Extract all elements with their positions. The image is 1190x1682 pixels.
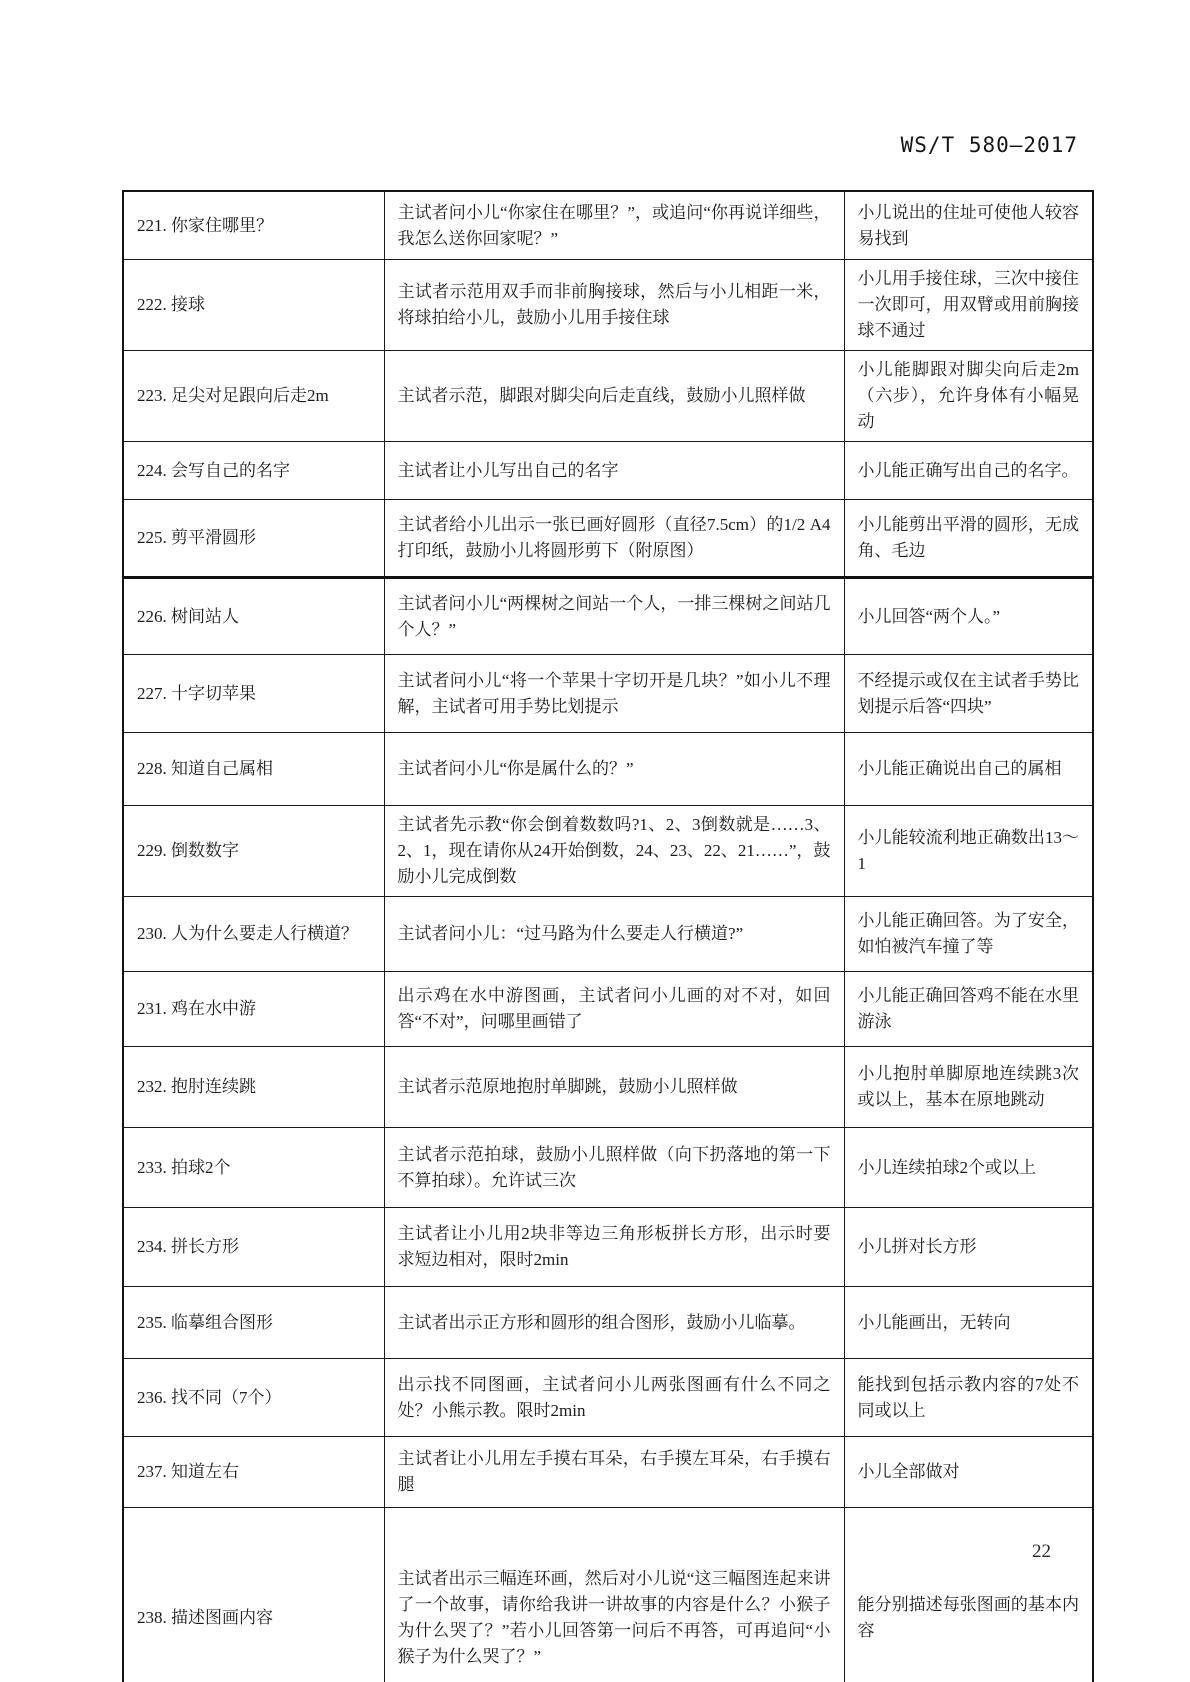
item-label-cell — [123, 351, 384, 442]
criteria-cell — [844, 260, 1093, 351]
method-cell — [384, 1508, 844, 1682]
item-label: 236. 找不同（7个） — [137, 1387, 282, 1407]
standard-number: WS/T 580—2017 — [900, 133, 1078, 157]
item-label: 225. 剪平滑圆形 — [137, 528, 256, 547]
table-row — [123, 578, 1093, 655]
item-label: 227. 十字切苹果 — [137, 683, 256, 703]
criteria-text: 小儿能剪出平滑的圆形，无成角、毛边 — [857, 515, 1079, 560]
method-cell — [384, 351, 844, 442]
criteria-cell — [844, 578, 1093, 655]
criteria-text: 小儿用手接住球，三次中接住一次即可，用双臂或用前胸接球不通过 — [857, 269, 1079, 340]
criteria-text: 能找到包括示教内容的7处不同或以上 — [857, 1374, 1079, 1420]
item-label-cell — [123, 260, 384, 351]
method-text: 主试者问小儿“你是属什么的？” — [397, 759, 634, 778]
item-label: 233. 拍球2个 — [137, 1157, 231, 1177]
criteria-cell — [844, 1208, 1093, 1287]
table-row — [123, 191, 1093, 260]
item-label-cell — [123, 578, 384, 655]
criteria-cell — [844, 500, 1093, 578]
criteria-text: 小儿能画出，无转向 — [857, 1312, 1011, 1332]
item-label-cell — [123, 1047, 384, 1128]
method-cell — [384, 260, 844, 351]
method-text: 主试者示范拍球，鼓励小儿照样做（向下扔落地的第一下不算拍球）。允许试三次 — [397, 1144, 831, 1190]
item-label: 226. 树间站人 — [137, 606, 239, 626]
method-cell — [384, 806, 844, 897]
method-cell — [384, 1128, 844, 1208]
criteria-text: 小儿全部做对 — [857, 1462, 960, 1481]
item-label-cell — [123, 655, 384, 733]
method-text: 主试者出示三幅连环画，然后对小儿说“这三幅图连起来讲了一个故事，请你给我讲一讲故事的内容是什么？小猴子为什么哭了？”若小儿回答第一问后不再答，可再追问“小猴子为什么哭了？” — [397, 1568, 831, 1666]
method-cell — [384, 442, 844, 500]
criteria-text: 不经提示或仅在主试者手势比划提示后答“四块” — [857, 670, 1079, 716]
method-text: 主试者出示正方形和圆形的组合图形，鼓励小儿临摹。 — [397, 1312, 806, 1332]
table-row — [123, 442, 1093, 500]
item-label: 238. 描述图画内容 — [137, 1607, 273, 1627]
criteria-cell — [844, 733, 1093, 806]
table-row — [123, 1437, 1093, 1508]
method-cell — [384, 191, 844, 260]
method-text: 主试者问小儿：“过马路为什么要走人行横道?” — [397, 924, 744, 943]
table-row — [123, 733, 1093, 806]
method-text: 主试者先示教“你会倒着数数吗?1、2、3倒数就是……3、2、1，现在请你从24开始倒数，24、23、22、21……”，鼓励小儿完成倒数 — [397, 815, 831, 886]
method-cell — [384, 733, 844, 806]
method-text: 主试者示范用双手而非前胸接球，然后与小儿相距一米，将球拍给小儿，鼓励小儿用手接住球 — [397, 282, 831, 327]
criteria-cell — [844, 1437, 1093, 1508]
item-label: 232. 抱肘连续跳 — [137, 1077, 256, 1096]
criteria-text: 小儿抱肘单脚原地连续跳3次或以上，基本在原地跳动 — [857, 1064, 1079, 1109]
method-text: 主试者给小儿出示一张已画好圆形（直径7.5cm）的1/2 A4打印纸，鼓励小儿将圆形剪下（附原图） — [397, 515, 831, 560]
table-row — [123, 972, 1093, 1047]
criteria-text: 小儿连续拍球2个或以上 — [857, 1157, 1036, 1177]
table-row — [123, 1047, 1093, 1128]
table-row — [123, 500, 1093, 578]
criteria-cell — [844, 1128, 1093, 1208]
item-label-cell — [123, 1508, 384, 1682]
criteria-cell — [844, 1359, 1093, 1437]
table-row — [123, 1287, 1093, 1359]
item-label-cell — [123, 1128, 384, 1208]
method-text: 主试者问小儿“两棵树之间站一个人，一排三棵树之间站几个人？” — [397, 593, 831, 639]
method-text: 主试者示范原地抱肘单脚跳，鼓励小儿照样做 — [397, 1077, 738, 1096]
criteria-text: 小儿能正确说出自己的属相 — [857, 759, 1062, 778]
table-row — [123, 1359, 1093, 1437]
criteria-text: 小儿能较流利地正确数出13～1 — [857, 828, 1079, 873]
item-label: 224. 会写自己的名字 — [137, 460, 290, 480]
page-number: 22 — [1032, 1541, 1051, 1562]
criteria-text: 小儿说出的住址可使他人较容易找到 — [857, 202, 1079, 248]
item-label-cell — [123, 1208, 384, 1287]
assessment-table — [122, 190, 1094, 1682]
item-label-cell — [123, 1287, 384, 1359]
item-label-cell — [123, 1437, 384, 1508]
method-text: 出示鸡在水中游图画，主试者问小儿画的对不对，如回答“不对”，问哪里画错了 — [397, 986, 831, 1031]
item-label-cell — [123, 806, 384, 897]
method-cell — [384, 897, 844, 972]
table-row — [123, 260, 1093, 351]
criteria-text: 小儿回答“两个人。” — [857, 606, 1001, 626]
item-label-cell — [123, 1359, 384, 1437]
method-cell — [384, 972, 844, 1047]
item-label: 237. 知道左右 — [137, 1462, 239, 1481]
criteria-cell — [844, 806, 1093, 897]
criteria-cell — [844, 191, 1093, 260]
table-row — [123, 351, 1093, 442]
criteria-text: 能分别描述每张图画的基本内容 — [857, 1594, 1079, 1640]
table-row — [123, 897, 1093, 972]
item-label-cell — [123, 442, 384, 500]
item-label-cell — [123, 897, 384, 972]
criteria-cell — [844, 897, 1093, 972]
item-label-cell — [123, 191, 384, 260]
method-cell — [384, 500, 844, 578]
item-label-cell — [123, 972, 384, 1047]
item-label: 228. 知道自己属相 — [137, 759, 273, 778]
table-row — [123, 1128, 1093, 1208]
method-text: 主试者让小儿写出自己的名字 — [397, 460, 619, 480]
assessment-table-body — [123, 191, 1093, 1682]
method-text: 主试者让小儿用2块非等边三角形板拼长方形，出示时要求短边相对，限时2min — [397, 1224, 831, 1269]
criteria-text: 小儿能正确回答。为了安全，如怕被汽车撞了等 — [857, 911, 1079, 956]
criteria-cell — [844, 1047, 1093, 1128]
method-cell — [384, 1437, 844, 1508]
item-label: 234. 拼长方形 — [137, 1237, 239, 1256]
criteria-cell — [844, 442, 1093, 500]
method-cell — [384, 655, 844, 733]
method-text: 主试者问小儿“将一个苹果十字切开是几块？”如小儿不理解，主试者可用手势比划提示 — [397, 670, 831, 716]
item-label: 221. 你家住哪里？ — [137, 215, 273, 235]
criteria-text: 小儿能脚跟对脚尖向后走2m（六步），允许身体有小幅晃动 — [857, 360, 1079, 431]
method-cell — [384, 578, 844, 655]
criteria-text: 小儿拼对长方形 — [857, 1237, 977, 1256]
method-text: 出示找不同图画，主试者问小儿两张图画有什么不同之处？小熊示教。限时2min — [397, 1374, 831, 1420]
table-row — [123, 655, 1093, 733]
criteria-text: 小儿能正确回答鸡不能在水里游泳 — [857, 986, 1079, 1031]
method-cell — [384, 1359, 844, 1437]
item-label: 222. 接球 — [137, 295, 205, 314]
criteria-cell — [844, 351, 1093, 442]
criteria-text: 小儿能正确写出自己的名字。 — [857, 460, 1079, 480]
criteria-cell — [844, 1508, 1093, 1682]
table-row — [123, 1208, 1093, 1287]
item-label-cell — [123, 733, 384, 806]
criteria-cell — [844, 655, 1093, 733]
method-text: 主试者问小儿“你家住在哪里？”，或追问“你再说详细些，我怎么送你回家呢？” — [397, 202, 831, 248]
item-label: 230. 人为什么要走人行横道？ — [137, 924, 358, 943]
item-label-cell — [123, 500, 384, 578]
method-cell — [384, 1047, 844, 1128]
table-row — [123, 1508, 1093, 1682]
item-label: 229. 倒数数字 — [137, 841, 239, 860]
criteria-cell — [844, 1287, 1093, 1359]
item-label: 223. 足尖对足跟向后走2m — [137, 386, 329, 405]
table-row — [123, 806, 1093, 897]
method-text: 主试者让小儿用左手摸右耳朵，右手摸左耳朵，右手摸右腿 — [397, 1449, 831, 1494]
method-cell — [384, 1208, 844, 1287]
method-cell — [384, 1287, 844, 1359]
item-label: 235. 临摹组合图形 — [137, 1312, 273, 1332]
criteria-cell — [844, 972, 1093, 1047]
method-text: 主试者示范，脚跟对脚尖向后走直线，鼓励小儿照样做 — [397, 386, 806, 405]
item-label: 231. 鸡在水中游 — [137, 999, 256, 1018]
